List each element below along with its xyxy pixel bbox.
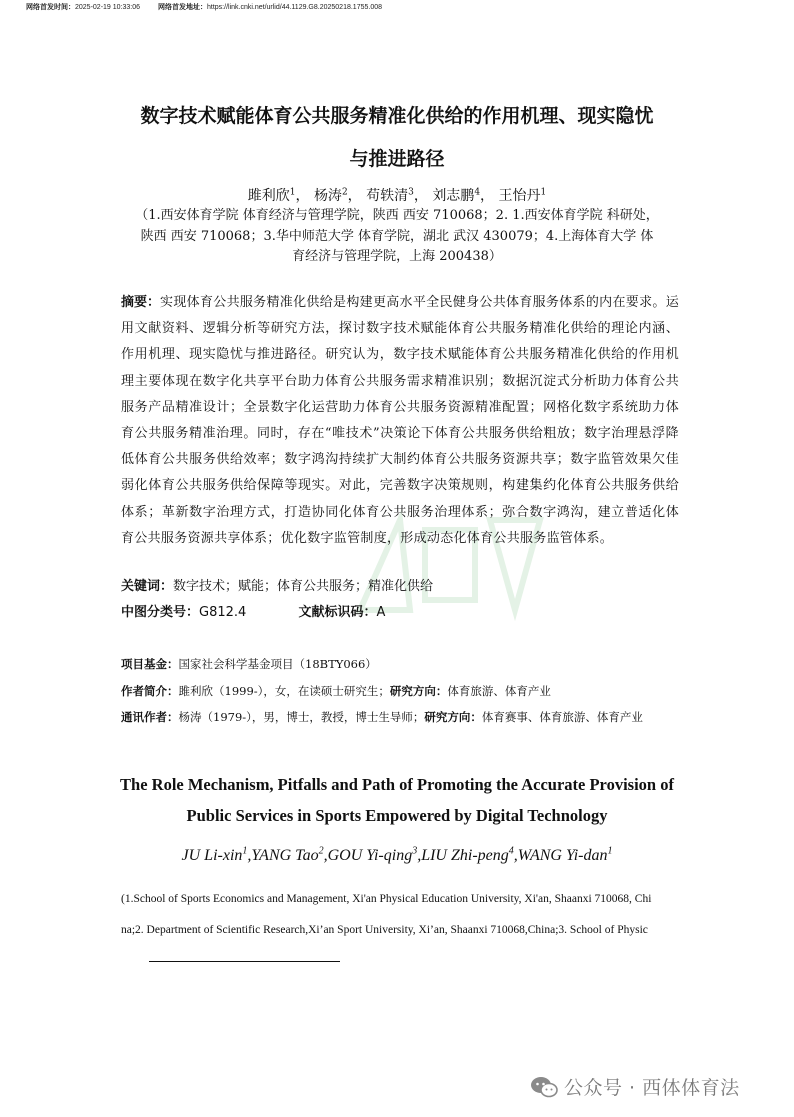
affiliation-line3: 育经济与管理学院，上海 200438） [292, 249, 502, 264]
funding-line [121, 654, 377, 674]
author-5: 王怡丹$^1$ [498, 187, 547, 204]
english-author-5: WANG Yi-dan$^1$ [517, 846, 613, 865]
clc-value: G812.4 [199, 605, 247, 620]
doc-code-label: 文献标识码： [298, 605, 377, 620]
keywords-label: 关键词： [121, 579, 174, 594]
english-title-line1: The Role Mechanism, Pitfalls and Path of Promoting the Accurate Provision of [120, 775, 674, 794]
paper-title-line2: 与推进路径 [349, 148, 445, 170]
author-list [0, 185, 794, 205]
corresponding-author-line [121, 707, 643, 727]
affiliation-line1: （1.西安体育学院 体育经济与管理学院，陕西 西安 710068；2. 1.西安体育学院 科研处， [135, 208, 659, 223]
english-author-4: LIU Zhi-peng$^4$, [421, 846, 518, 865]
author-research-text: 体育旅游、体育产业 [447, 684, 551, 698]
abstract-text: 实现体育公共服务精准化供给是构建更高水平全民健身公共体育服务体系的内在要求。运用文献资料、逻辑分析等研究方法，探讨数字技术赋能体育公共服务精准化供给的理论内涵、作用机理、现实隐忧与推进路径。研究认为，数字技术赋能体育公共服务精准化供给的作用机理主要体现在数字化共享平台助力体育公共服务需求精准识别；数据沉淀式分析助力体育公共服务产品精准设计；全景数字化运营助力体育公共服务资源精准配置；网格化数字系统助力体育公共服务精准治理。同时，存在“唯技术”决策论下体育公共服务供给粗放；数字治理悬浮降低体育公共服务供给效率；数字鸿沟持续扩大制约体育公共服务资源共享；数字监管效果欠佳弱化体育公共服务供给保障等现实。对此，完善数字决策规则，构建集约化体育公共服务供给体系；革新数字治理方式，打造协同化体育公共服务治理体系；弥合数字鸿沟，建立普适化体育公共服务资源共享体系；优化数字监管制度，形成动态化体育公共服务监管体系。 [121, 295, 679, 546]
corr-research-text: 体育赛事、体育旅游、体育产业 [481, 710, 643, 724]
abstract-label: 摘要： [121, 295, 161, 310]
wechat-watermark [530, 1073, 740, 1100]
english-affiliation-line2: na;2. Department of Scientific Research,Xi’an Sport University, Xi’an, Shaanxi 710068,China;3. School of Physic [121, 924, 648, 936]
english-author-2: YANG Tao$^2$, [251, 846, 328, 865]
author-bio-label: 作者简介： [121, 684, 179, 698]
wechat-icon [530, 1076, 558, 1098]
english-title-line2: Public Services in Sports Empowered by Digital Technology [186, 806, 608, 825]
author-research-label: 研究方向： [389, 684, 448, 698]
online-url-label: 网络首发地址： [158, 4, 207, 11]
english-author-3: GOU Yi-qing$^3$, [327, 846, 422, 865]
classification [121, 600, 385, 626]
watermark-text: 公众号 · 西体体育法 [564, 1077, 740, 1099]
online-time-label: 网络首发时间： [26, 4, 75, 11]
online-time: 2025-02-19 10:33:06 [75, 4, 140, 11]
abstract [121, 290, 679, 552]
english-affiliation-line1: (1.School of Sports Economics and Management, Xi'an Physical Education University, Xi'an, Shaanxi 710068, Chi [121, 893, 652, 905]
author-bio-text: 雎利欣（1999-），女，在读硕士研究生； [178, 684, 390, 698]
fund-label: 项目基金： [121, 657, 179, 671]
affiliation-line2: 陕西 西安 710068；3.华中师范大学 体育学院，湖北 武汉 430079；4.上海体育大学 体 [140, 229, 654, 244]
online-url: https://link.cnki.net/urlid/44.1129.G8.20250218.1755.008 [207, 4, 382, 11]
cnki-header [26, 2, 382, 12]
clc-label: 中图分类号： [121, 605, 200, 620]
corr-research-label: 研究方向： [424, 710, 482, 724]
author-2: 杨涛$^2$， [313, 187, 362, 204]
corr-author-label: 通讯作者： [121, 710, 179, 724]
english-author-1: JU Li-xin$^1$, [181, 846, 252, 865]
english-author-list [0, 846, 794, 865]
footnote-divider [149, 961, 340, 962]
keywords [121, 574, 433, 600]
author-3: 苟轶清$^3$， [366, 187, 428, 204]
paper-title-line1: 数字技术赋能体育公共服务精准化供给的作用机理、现实隐忧 [140, 105, 654, 127]
author-1: 雎利欣$^1$， [247, 187, 310, 204]
fund-text: 国家社会科学基金项目（18BTY066） [178, 657, 377, 671]
keywords-text: 数字技术；赋能；体育公共服务；精准化供给 [173, 579, 434, 594]
author-4: 刘志鹏$^4$， [432, 187, 495, 204]
author-bio-line [121, 681, 551, 701]
corr-author-text: 杨涛（1979-），男，博士，教授，博士生导师； [178, 710, 425, 724]
doc-code-value: A [376, 605, 386, 620]
